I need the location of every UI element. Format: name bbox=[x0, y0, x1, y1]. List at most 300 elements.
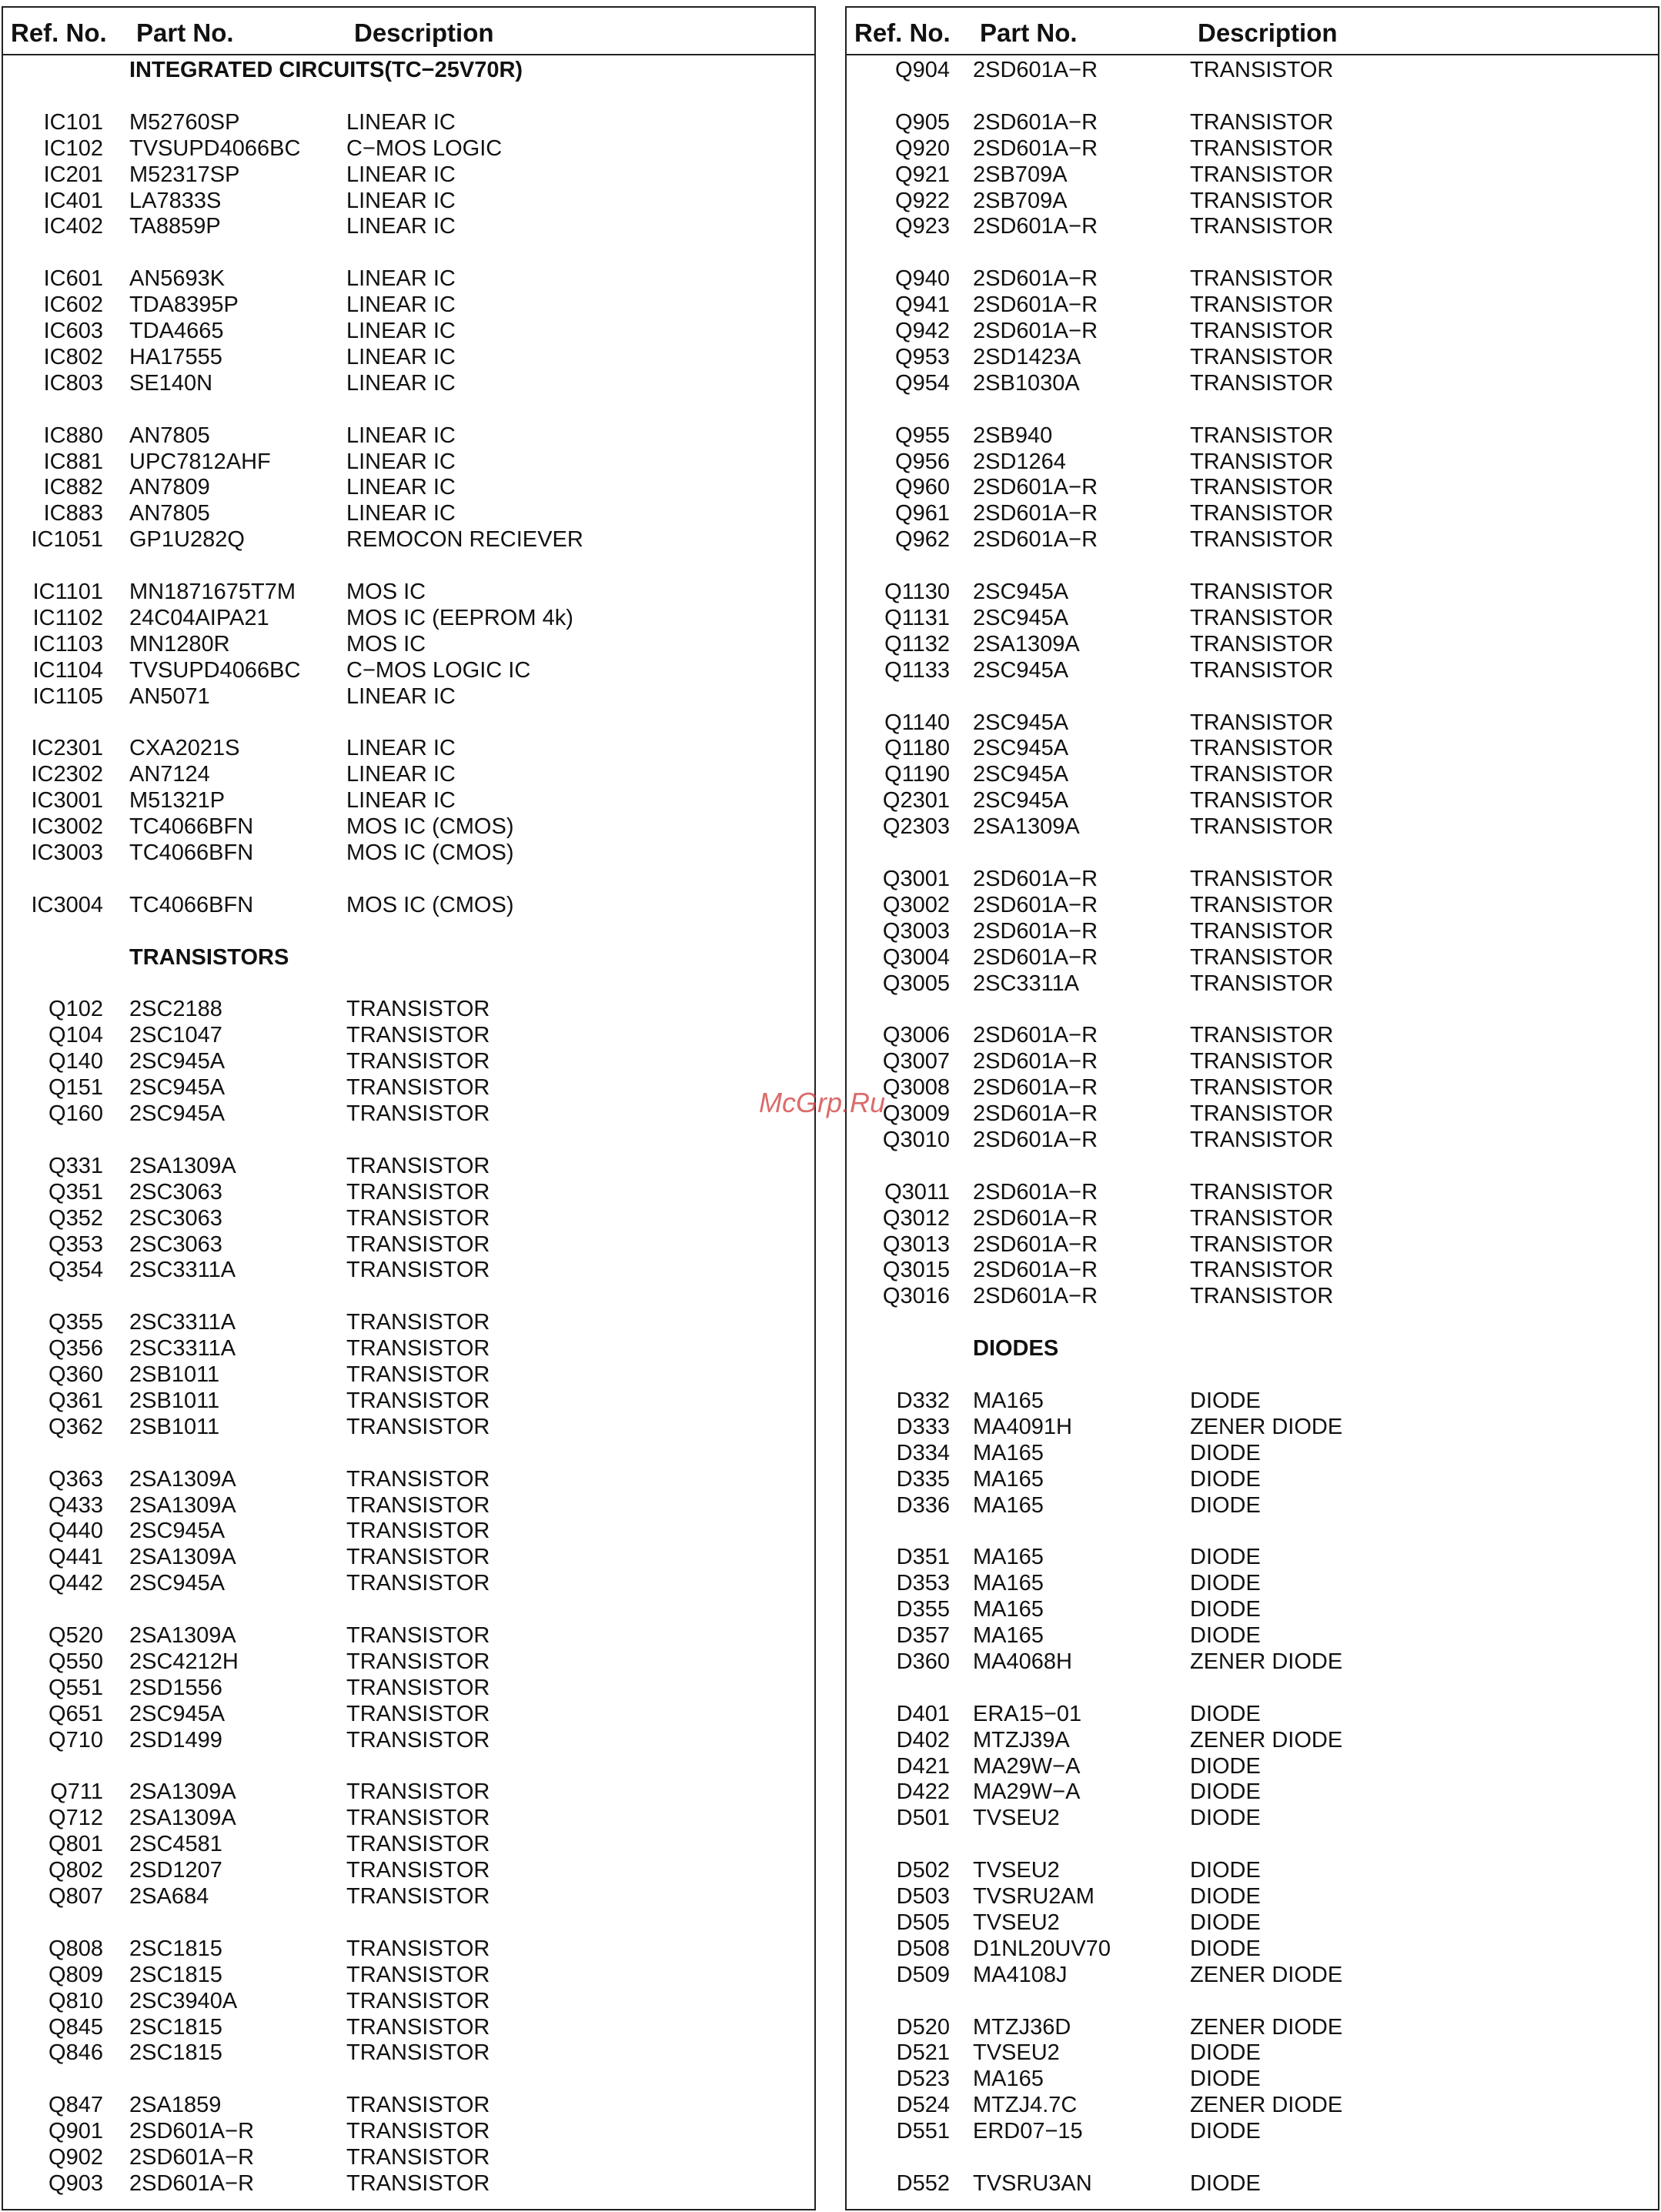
description: DIODE bbox=[1190, 1492, 1261, 1518]
part-no: TVSRU3AN bbox=[973, 2170, 1092, 2196]
part-no: AN7809 bbox=[129, 475, 210, 500]
part-no: ERA15−01 bbox=[973, 1701, 1082, 1726]
part-no: MA165 bbox=[973, 1571, 1044, 1596]
part-no: MA165 bbox=[973, 1440, 1044, 1465]
table-row bbox=[3, 500, 814, 526]
description: TRANSISTOR bbox=[346, 1988, 490, 2013]
ref-no: Q1140 bbox=[884, 710, 950, 735]
ref-no: IC603 bbox=[43, 319, 103, 343]
description: TRANSISTOR bbox=[346, 1962, 490, 1987]
part-no: TDA4665 bbox=[129, 319, 224, 343]
part-no: 2SC3311A bbox=[973, 971, 1080, 996]
part-no: 2SD601A−R bbox=[129, 2145, 255, 2170]
description: TRANSISTOR bbox=[346, 1779, 490, 1805]
description: TRANSISTOR bbox=[346, 1414, 490, 1439]
table-row bbox=[3, 1675, 814, 1701]
part-no: 2SC3940A bbox=[129, 1988, 238, 2013]
description: TRANSISTOR bbox=[1190, 1101, 1334, 1126]
part-no: 2SD601A−R bbox=[973, 319, 1098, 343]
table-row bbox=[3, 1309, 814, 1335]
ref-no: IC3002 bbox=[31, 814, 103, 840]
ref-no: Q3013 bbox=[882, 1231, 950, 1257]
part-no: 2SC945A bbox=[973, 736, 1069, 761]
description: ZENER DIODE bbox=[1190, 2093, 1343, 2118]
part-no: 2SA1859 bbox=[129, 2093, 222, 2118]
part-no: MA165 bbox=[973, 2067, 1044, 2092]
description: TRANSISTOR bbox=[346, 1571, 490, 1596]
table-row bbox=[847, 526, 1658, 553]
part-no: TVSEU2 bbox=[973, 1858, 1060, 1883]
description: TRANSISTOR bbox=[346, 1519, 490, 1544]
description: DIODE bbox=[1190, 1858, 1261, 1883]
description: DIODE bbox=[1190, 1884, 1261, 1909]
ref-no: D421 bbox=[896, 1753, 950, 1779]
part-no: 24C04AIPA21 bbox=[129, 605, 269, 630]
part-no: MN1280R bbox=[129, 631, 230, 657]
table-row bbox=[847, 2040, 1658, 2066]
ref-no: Q810 bbox=[48, 1988, 103, 2013]
table-row bbox=[3, 1570, 814, 1596]
table-row bbox=[3, 1179, 814, 1205]
part-no: 2SD601A−R bbox=[973, 1179, 1098, 1205]
part-no: 2SB1011 bbox=[129, 1388, 220, 1413]
part-no: AN7805 bbox=[129, 423, 210, 448]
description: LINEAR IC bbox=[346, 683, 456, 709]
description: DIODE bbox=[1190, 1936, 1261, 1961]
ref-no: Q440 bbox=[48, 1519, 103, 1544]
ref-no: Q360 bbox=[48, 1362, 103, 1387]
description: LINEAR IC bbox=[346, 788, 456, 814]
table-row bbox=[3, 683, 814, 710]
table-row bbox=[3, 1048, 814, 1074]
ref-no: IC1101 bbox=[32, 580, 103, 604]
table-row bbox=[3, 1831, 814, 1857]
description: DIODE bbox=[1190, 1701, 1261, 1726]
description: LINEAR IC bbox=[346, 370, 456, 396]
table-row bbox=[847, 866, 1658, 892]
table-row bbox=[3, 787, 814, 814]
ref-no: Q160 bbox=[48, 1101, 103, 1126]
table-row bbox=[3, 1727, 814, 1753]
description: TRANSISTOR bbox=[346, 1231, 490, 1257]
description: REMOCON RECIEVER bbox=[346, 527, 583, 553]
description: TRANSISTOR bbox=[346, 1727, 490, 1753]
description: TRANSISTOR bbox=[1190, 1075, 1334, 1101]
description: TRANSISTOR bbox=[346, 1205, 490, 1231]
watermark: McGrp.Ru bbox=[759, 1087, 886, 1118]
description: TRANSISTOR bbox=[1190, 1127, 1334, 1152]
description: TRANSISTOR bbox=[1190, 319, 1334, 343]
part-no: AN5693K bbox=[129, 266, 226, 292]
ref-no: D503 bbox=[896, 1884, 950, 1909]
description: TRANSISTOR bbox=[1190, 971, 1334, 996]
part-no-header: Part No. bbox=[136, 18, 234, 47]
ref-no: Q352 bbox=[48, 1205, 103, 1231]
description: DIODE bbox=[1190, 1440, 1261, 1465]
part-no: 2SD601A−R bbox=[973, 109, 1098, 135]
table-row bbox=[847, 1127, 1658, 1153]
table-row bbox=[847, 761, 1658, 787]
ref-no: Q3010 bbox=[882, 1127, 950, 1152]
ref-no: Q361 bbox=[48, 1388, 103, 1413]
part-no: M52760SP bbox=[129, 109, 240, 135]
ref-no: IC880 bbox=[43, 423, 103, 448]
description: C−MOS LOGIC IC bbox=[346, 657, 531, 683]
ref-no: D333 bbox=[896, 1414, 950, 1439]
ref-no: D520 bbox=[896, 2014, 950, 2040]
ref-no: Q151 bbox=[48, 1075, 103, 1101]
table-row bbox=[847, 500, 1658, 526]
part-no: 2SC945A bbox=[129, 1571, 226, 1596]
table-row bbox=[3, 1962, 814, 1988]
part-no: 2SC3311A bbox=[129, 1258, 236, 1283]
description: DIODE bbox=[1190, 1571, 1261, 1596]
table-row bbox=[3, 1492, 814, 1519]
ref-no: Q904 bbox=[895, 58, 950, 82]
table-row bbox=[847, 657, 1658, 683]
ref-no: Q1190 bbox=[884, 762, 950, 787]
description: TRANSISTOR bbox=[346, 1806, 490, 1831]
table-row bbox=[3, 1544, 814, 1570]
description: TRANSISTOR bbox=[1190, 657, 1334, 683]
ref-no: Q847 bbox=[48, 2093, 103, 2118]
part-no: 2SC3063 bbox=[129, 1231, 222, 1257]
table-row bbox=[847, 2118, 1658, 2144]
description: DIODE bbox=[1190, 1623, 1261, 1648]
part-no: 2SD601A−R bbox=[973, 1284, 1098, 1309]
table-row bbox=[847, 1570, 1658, 1596]
table-row bbox=[3, 735, 814, 761]
part-no: TDA8395P bbox=[129, 292, 239, 318]
table-row bbox=[3, 2014, 814, 2040]
table-row bbox=[3, 2118, 814, 2144]
ref-no: Q1180 bbox=[884, 736, 950, 761]
description: MOS IC (CMOS) bbox=[346, 814, 514, 840]
ref-no: IC101 bbox=[43, 109, 103, 135]
description: TRANSISTOR bbox=[1190, 1284, 1334, 1309]
part-no: TA8859P bbox=[129, 214, 221, 239]
part-no: TVSEU2 bbox=[973, 2040, 1060, 2066]
part-no: 2SA1309A bbox=[129, 1779, 236, 1805]
ref-no: Q940 bbox=[895, 266, 950, 292]
table-row bbox=[847, 2066, 1658, 2092]
ref-no: Q941 bbox=[895, 292, 950, 318]
description: LINEAR IC bbox=[346, 319, 456, 343]
part-no: 2SD601A−R bbox=[129, 2170, 255, 2196]
table-row bbox=[847, 1179, 1658, 1205]
part-no: 2SC945A bbox=[973, 657, 1069, 683]
description: TRANSISTOR bbox=[346, 1049, 490, 1074]
ref-no: Q962 bbox=[895, 527, 950, 553]
part-no: 2SD601A−R bbox=[973, 135, 1098, 161]
ref-no: Q942 bbox=[895, 319, 950, 343]
description: TRANSISTOR bbox=[1190, 1179, 1334, 1205]
part-no: MA29W−A bbox=[973, 1779, 1081, 1805]
part-no: 2SD601A−R bbox=[973, 1023, 1098, 1048]
table-row bbox=[847, 1753, 1658, 1779]
part-no: MTZJ4.7C bbox=[973, 2093, 1078, 2118]
ref-no: Q1130 bbox=[884, 580, 950, 604]
part-no: AN7124 bbox=[129, 762, 210, 787]
description: TRANSISTOR bbox=[346, 1388, 490, 1413]
part-no: 2SA1309A bbox=[973, 631, 1080, 657]
description: ZENER DIODE bbox=[1190, 1962, 1343, 1987]
ref-no: IC1051 bbox=[31, 527, 103, 553]
table-row bbox=[847, 814, 1658, 840]
description: TRANSISTOR bbox=[346, 1545, 490, 1570]
part-no: 2SB1030A bbox=[973, 370, 1080, 396]
table-row bbox=[847, 1414, 1658, 1440]
description: ZENER DIODE bbox=[1190, 2014, 1343, 2040]
description: TRANSISTOR bbox=[346, 2040, 490, 2066]
ref-no: D360 bbox=[896, 1649, 950, 1674]
description: TRANSISTOR bbox=[1190, 762, 1334, 787]
part-no: 2SD601A−R bbox=[973, 58, 1098, 82]
column-header bbox=[847, 8, 1658, 55]
table-row bbox=[847, 631, 1658, 657]
description: MOS IC (CMOS) bbox=[346, 892, 514, 917]
part-no: M52317SP bbox=[129, 162, 240, 187]
table-row bbox=[847, 918, 1658, 944]
part-no: M51321P bbox=[129, 788, 226, 814]
ref-no: Q102 bbox=[48, 997, 103, 1022]
ref-no: D355 bbox=[896, 1597, 950, 1622]
part-no: 2SA1309A bbox=[129, 1806, 236, 1831]
part-no: MTZJ36D bbox=[973, 2014, 1071, 2040]
table-row bbox=[847, 344, 1658, 370]
part-no: 2SD601A−R bbox=[973, 214, 1098, 239]
table-row bbox=[3, 1779, 814, 1805]
table-row bbox=[847, 892, 1658, 918]
table-row bbox=[847, 1649, 1658, 1675]
section-heading bbox=[847, 1335, 1658, 1362]
ref-no: Q961 bbox=[895, 501, 950, 526]
ref-no: Q355 bbox=[48, 1310, 103, 1335]
part-no: MA165 bbox=[973, 1492, 1044, 1518]
description: TRANSISTOR bbox=[346, 1023, 490, 1048]
table-row bbox=[847, 1910, 1658, 1936]
part-no: MTZJ39A bbox=[973, 1727, 1070, 1753]
ref-no: IC102 bbox=[43, 135, 103, 161]
description: TRANSISTOR bbox=[1190, 162, 1334, 187]
part-no: 2SD1423A bbox=[973, 344, 1081, 369]
table-row bbox=[847, 1101, 1658, 1127]
part-no: 2SD601A−R bbox=[973, 266, 1098, 292]
table-row bbox=[3, 423, 814, 449]
ref-no: Q1133 bbox=[884, 657, 950, 683]
part-no: TC4066BFN bbox=[129, 840, 254, 865]
table-row bbox=[847, 1388, 1658, 1414]
part-no: TC4066BFN bbox=[129, 892, 254, 917]
table-row bbox=[847, 971, 1658, 997]
part-no: 2SC945A bbox=[129, 1519, 226, 1544]
description: DIODE bbox=[1190, 1910, 1261, 1935]
description: DIODE bbox=[1190, 1597, 1261, 1622]
part-no: 2SD601A−R bbox=[973, 1127, 1098, 1152]
part-no: 2SC945A bbox=[129, 1101, 226, 1126]
table-row bbox=[3, 2092, 814, 2118]
description: TRANSISTOR bbox=[1190, 527, 1334, 553]
part-no: SE140N bbox=[129, 370, 213, 396]
table-row bbox=[3, 657, 814, 683]
description: TRANSISTOR bbox=[346, 1258, 490, 1283]
description: TRANSISTOR bbox=[346, 1492, 490, 1518]
description: TRANSISTOR bbox=[346, 1884, 490, 1909]
table-row bbox=[3, 840, 814, 866]
part-no: 2SC3063 bbox=[129, 1179, 222, 1205]
part-no: ERD07−15 bbox=[973, 2119, 1083, 2144]
description: TRANSISTOR bbox=[346, 2145, 490, 2170]
table-row bbox=[3, 1414, 814, 1440]
ref-no: D523 bbox=[896, 2067, 950, 2092]
part-no: D1NL20UV70 bbox=[973, 1936, 1111, 1961]
ref-no: D508 bbox=[896, 1936, 950, 1961]
table-row bbox=[3, 1988, 814, 2014]
ref-no: Q711 bbox=[50, 1779, 103, 1805]
ref-no: Q902 bbox=[48, 2145, 103, 2170]
part-no: 2SD601A−R bbox=[973, 501, 1098, 526]
ref-no: Q520 bbox=[48, 1623, 103, 1648]
description: TRANSISTOR bbox=[346, 1310, 490, 1335]
ref-no: IC1103 bbox=[32, 631, 103, 657]
ref-no: Q955 bbox=[895, 423, 950, 448]
ref-no: D501 bbox=[896, 1806, 950, 1831]
part-no: 2SC1815 bbox=[129, 1936, 222, 1961]
description: ZENER DIODE bbox=[1190, 1649, 1343, 1674]
part-no: 2SD601A−R bbox=[973, 1231, 1098, 1257]
part-no: 2SA1309A bbox=[129, 1492, 236, 1518]
ref-no: Q3002 bbox=[882, 892, 950, 917]
ref-no: Q960 bbox=[895, 475, 950, 500]
ref-no: D332 bbox=[896, 1388, 950, 1413]
ref-no: IC402 bbox=[43, 214, 103, 239]
ref-no: D422 bbox=[896, 1779, 950, 1805]
ref-no: D521 bbox=[896, 2040, 950, 2066]
description: LINEAR IC bbox=[346, 214, 456, 239]
description: TRANSISTOR bbox=[1190, 109, 1334, 135]
ref-no: IC882 bbox=[43, 475, 103, 500]
description: TRANSISTOR bbox=[1190, 370, 1334, 396]
table-row bbox=[3, 892, 814, 918]
table-row bbox=[847, 1492, 1658, 1519]
ref-no: Q802 bbox=[48, 1858, 103, 1883]
description: TRANSISTOR bbox=[346, 1623, 490, 1648]
section-title: INTEGRATED CIRCUITS(TC−25V70R) bbox=[129, 58, 523, 82]
ref-no: Q809 bbox=[48, 1962, 103, 1987]
ref-no: D351 bbox=[896, 1545, 950, 1570]
ref-no: IC881 bbox=[43, 449, 103, 474]
description: TRANSISTOR bbox=[346, 2014, 490, 2040]
description: TRANSISTOR bbox=[346, 1336, 490, 1362]
description: TRANSISTOR bbox=[346, 1153, 490, 1178]
description: TRANSISTOR bbox=[1190, 1205, 1334, 1231]
ref-no: Q3012 bbox=[882, 1205, 950, 1231]
description: TRANSISTOR bbox=[346, 1832, 490, 1857]
part-no: 2SD601A−R bbox=[973, 1049, 1098, 1074]
table-row bbox=[3, 1622, 814, 1649]
table-row bbox=[3, 1805, 814, 1831]
description: DIODE bbox=[1190, 2067, 1261, 2092]
table-row bbox=[847, 266, 1658, 292]
column-header bbox=[3, 8, 814, 55]
table-row bbox=[3, 266, 814, 292]
ref-no: Q351 bbox=[48, 1179, 103, 1205]
part-no: 2SC945A bbox=[973, 580, 1069, 604]
table-row bbox=[847, 1440, 1658, 1466]
ref-no: D401 bbox=[896, 1701, 950, 1726]
ref-no: Q551 bbox=[48, 1675, 103, 1700]
table-row bbox=[847, 1779, 1658, 1805]
part-no: 2SC1047 bbox=[129, 1023, 222, 1048]
part-no: GP1U282Q bbox=[129, 527, 245, 553]
ref-no: Q2303 bbox=[882, 814, 950, 840]
description: TRANSISTOR bbox=[1190, 266, 1334, 292]
ref-no: IC3001 bbox=[31, 788, 103, 814]
ref-no-header: Ref. No. bbox=[11, 18, 107, 47]
ref-no: Q433 bbox=[48, 1492, 103, 1518]
part-no: 2SC945A bbox=[973, 762, 1069, 787]
table-row bbox=[3, 1335, 814, 1362]
description-header: Description bbox=[1198, 18, 1338, 47]
part-no: 2SC2188 bbox=[129, 997, 222, 1022]
ref-no: Q354 bbox=[48, 1258, 103, 1283]
table-row bbox=[3, 1518, 814, 1544]
table-row bbox=[847, 423, 1658, 449]
description: ZENER DIODE bbox=[1190, 1414, 1343, 1439]
table-row bbox=[847, 109, 1658, 135]
table-row bbox=[3, 109, 814, 135]
ref-no: Q921 bbox=[895, 162, 950, 187]
description: DIODE bbox=[1190, 1806, 1261, 1831]
table-row bbox=[3, 1388, 814, 1414]
ref-no: Q3009 bbox=[882, 1101, 950, 1126]
ref-no: Q953 bbox=[895, 344, 950, 369]
part-no: 2SC1815 bbox=[129, 2040, 222, 2066]
table-row bbox=[3, 1701, 814, 1727]
table-row bbox=[3, 631, 814, 657]
table-row bbox=[847, 370, 1658, 396]
part-no: 2SD601A−R bbox=[973, 892, 1098, 917]
table-row bbox=[3, 188, 814, 214]
description: LINEAR IC bbox=[346, 423, 456, 448]
part-no: 2SB1011 bbox=[129, 1414, 220, 1439]
table-row bbox=[847, 1936, 1658, 1962]
part-no: UPC7812AHF bbox=[129, 449, 271, 474]
ref-no: D334 bbox=[896, 1440, 950, 1465]
part-no: 2SB709A bbox=[973, 162, 1068, 187]
ref-no: D402 bbox=[896, 1727, 950, 1753]
table-row bbox=[847, 1701, 1658, 1727]
ref-no: Q922 bbox=[895, 188, 950, 213]
description: TRANSISTOR bbox=[1190, 423, 1334, 448]
description: TRANSISTOR bbox=[346, 1675, 490, 1700]
table-row bbox=[3, 1101, 814, 1127]
table-row bbox=[3, 1362, 814, 1388]
part-no: MA165 bbox=[973, 1623, 1044, 1648]
description: TRANSISTOR bbox=[1190, 736, 1334, 761]
description: TRANSISTOR bbox=[1190, 710, 1334, 735]
table-row bbox=[3, 1649, 814, 1675]
table-row bbox=[3, 761, 814, 787]
description: TRANSISTOR bbox=[1190, 501, 1334, 526]
part-no: 2SC945A bbox=[973, 710, 1069, 735]
ref-no: Q903 bbox=[48, 2170, 103, 2196]
ref-no: Q920 bbox=[895, 135, 950, 161]
description: MOS IC (EEPROM 4k) bbox=[346, 605, 573, 630]
table-row bbox=[3, 1936, 814, 1962]
ref-no: D502 bbox=[896, 1858, 950, 1883]
ref-no: Q710 bbox=[48, 1727, 103, 1753]
